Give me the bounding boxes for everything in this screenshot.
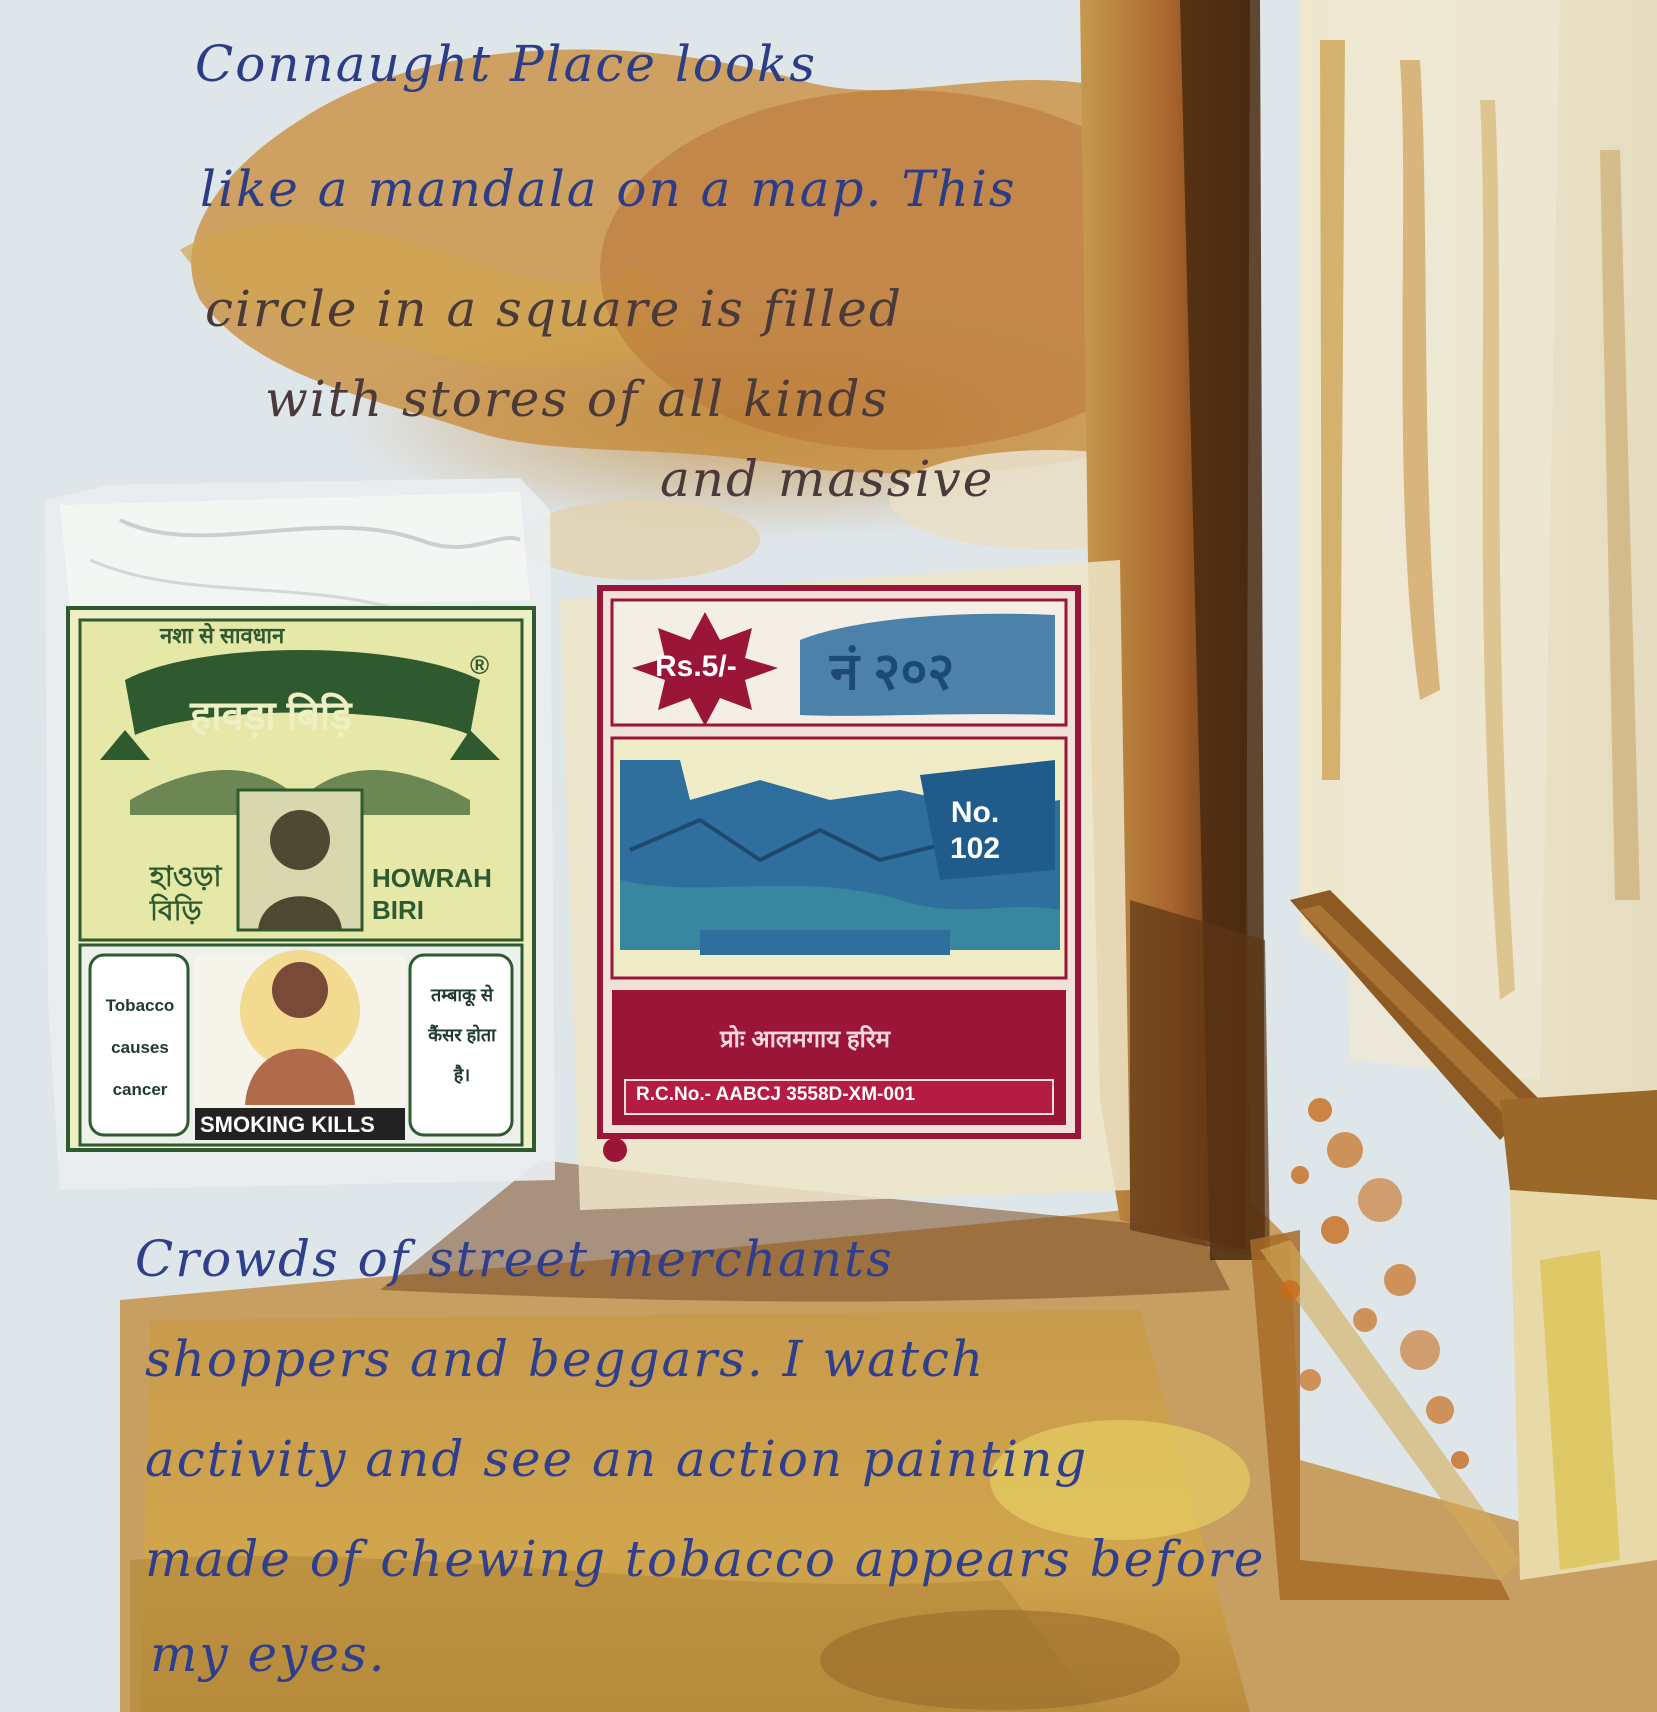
brand-number-hindi: नं २०२: [830, 643, 955, 701]
handwriting-bottom-line-4: made of chewing tobacco appears before: [145, 1530, 1266, 1588]
price-badge: Rs.5/-: [655, 650, 737, 683]
handwriting-bottom-line-3: activity and see an action painting: [145, 1430, 1089, 1488]
handwriting-top-line-1: Connaught Place looks: [195, 35, 818, 93]
maker-line: प्रोः आलमगाय हरिम: [720, 1026, 890, 1053]
howrah-warning-right: तम्बाकू से कैंसर होता है।: [428, 985, 496, 1085]
handwriting-top-line-3: circle in a square is filled: [205, 280, 903, 338]
handwriting-bottom-line-5: my eyes.: [150, 1625, 387, 1683]
howrah-top-warning: नशा से सावधान: [160, 623, 285, 648]
handwriting-top-line-5: and massive: [660, 450, 995, 508]
handwriting-bottom-line-1: Crowds of street merchants: [135, 1230, 894, 1288]
handwriting-top-line-2: like a mandala on a map. This: [200, 160, 1017, 218]
smoking-kills-text: SMOKING KILLS: [200, 1112, 375, 1137]
rc-number: R.C.No.- AABCJ 3558D-XM-001: [636, 1084, 916, 1105]
howrah-brand-hindi: हावड़ा बिड़ि: [190, 694, 352, 738]
howrah-brand-english: HOWRAH BIRI: [372, 863, 492, 925]
handwriting-top-line-4: with stores of all kinds: [265, 370, 890, 428]
howrah-brand-bengali: হাওড়া বিড়ি: [150, 861, 222, 926]
number-badge: No. 102: [949, 796, 1001, 865]
handwriting-bottom-line-2: shoppers and beggars. I watch: [145, 1330, 986, 1388]
howrah-warning-left: Tobacco causes cancer: [105, 996, 175, 1099]
howrah-registered-mark: ®: [470, 650, 490, 680]
